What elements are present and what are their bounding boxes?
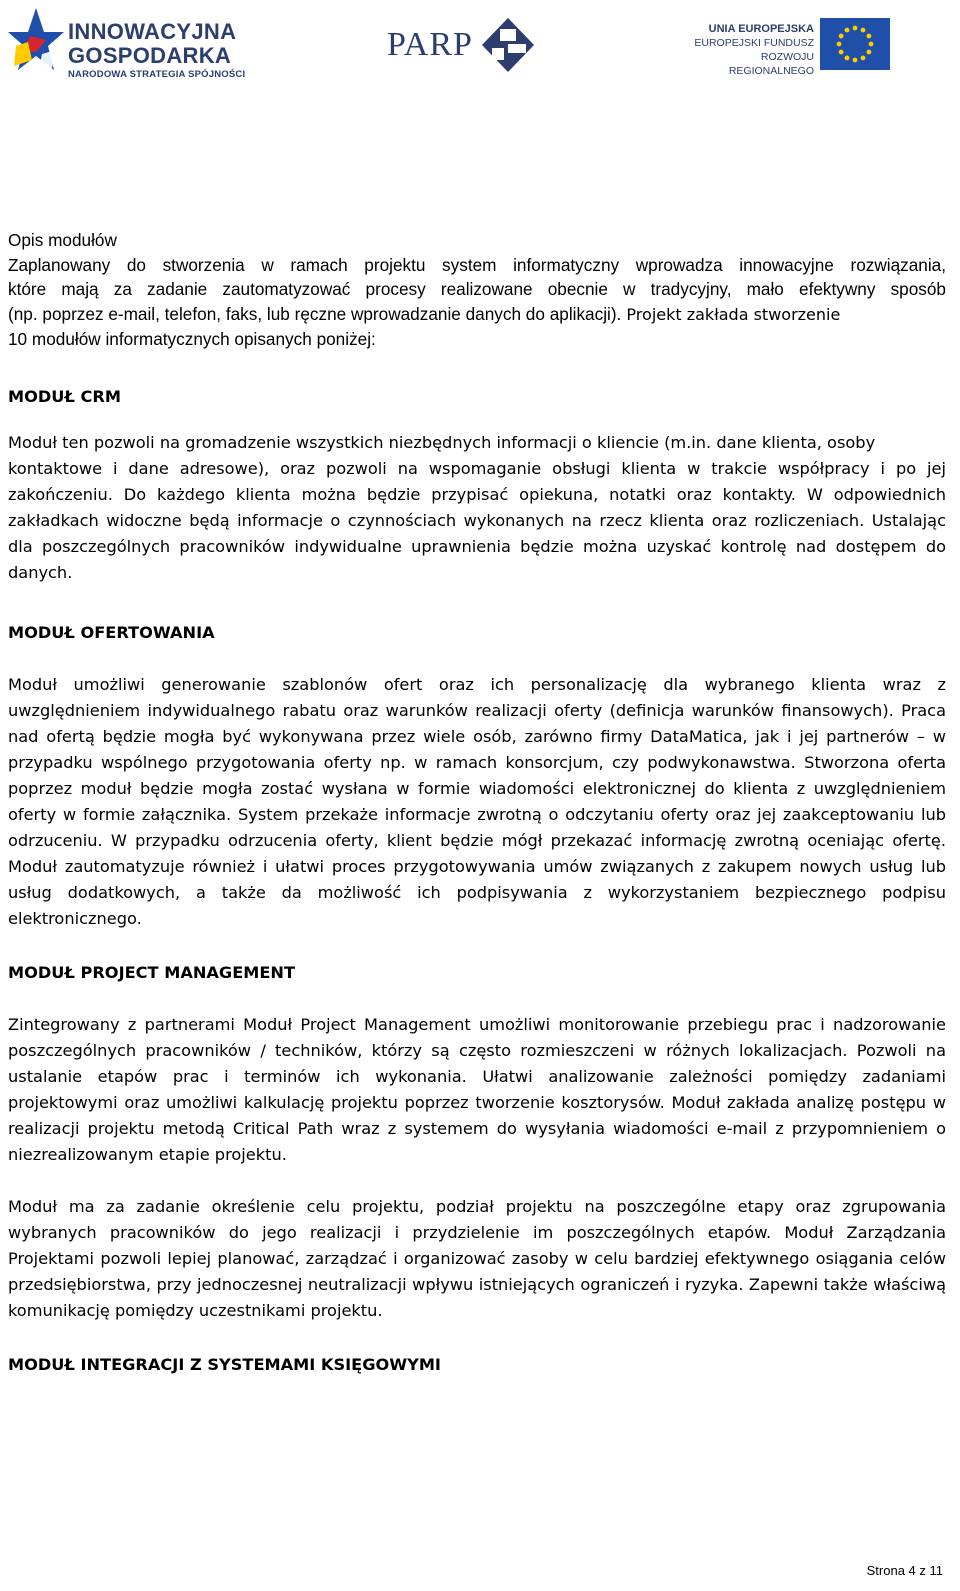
parp-wordmark: PARP	[387, 26, 473, 63]
eu-flag-icon	[820, 18, 890, 70]
pm-paragraph-1: Zintegrowany z partnerami Moduł Project Management umożliwi monitorowanie przebiegu prac i nadzorowanie poszczególnych pracowników / techników, którzy są często rozmieszczeni w różnych lokalizacjach. Pozwoli na ustalanie etapów prac i terminów ich wykonania. Ułatwi analizowanie zależności pomiędzy zadaniami projektowymi oraz umożliwi kalkulację projektu poprzez tworzenie kosztorysów. Moduł zakłada analizę postępu w realizacji projektu metodą Critical Path wraz z systemem do wysyłania wiadomości e-mail z przypomnieniem o niezrealizowanym etapie projektu.	[8, 1015, 946, 1164]
pm-paragraph-2: Moduł ma za zadanie określenie celu projektu, podział projektu na poszczególne etapy oraz zgrupowania wybranych pracowników do jego realizacji i przydzielenie im poszczególnych etapów. Moduł Zarządzania Projektami pozwoli lepiej planować, zarządzać i organizować zasoby w celu bardziej efektywnego osiągania celów przedsiębiorstwa, przy jednoczesnej neutralizacji wpływu istniejących ograniczeń i ryzyka. Zapewni także właściwą komunikację pomiędzy uczestnikami projektu.	[8, 1197, 946, 1320]
integracji-heading: MODUŁ INTEGRACJI Z SYSTEMAMI KSIĘGOWYMI	[8, 1355, 441, 1374]
intro-line-3	[8, 302, 946, 328]
intro-line-3b: Projekt zakłada stworzenie	[621, 304, 841, 324]
crm-line-1: Moduł ten pozwoli na gromadzenie wszystkich niezbędnych informacji o kliencie (m.in. dane klienta, osoby	[8, 433, 876, 452]
ofertowania-section	[8, 620, 946, 932]
parp-mark-icon	[482, 18, 534, 72]
ofertowania-heading: MODUŁ OFERTOWANIA	[8, 623, 215, 642]
logo-line-gospodarka: GOSPODARKA	[68, 43, 232, 68]
intro-line-1: Zaplanowany do stworzenia w ramach projektu system informatyczny wprowadza innowacyjne rozwiązania,	[8, 254, 946, 275]
intro-line-2: które mają za zadanie zautomatyzować procesy realizowane obecnie w tradycyjny, mało efektywny sposób	[8, 279, 946, 299]
pm-section	[8, 960, 946, 1324]
crm-body: kontaktowe i dane adresowe), oraz pozwoli na wspomaganie obsługi klienta w trakcie współpracy i po jej zakończeniu. Do każdego klienta można będzie przypisać opiekuna, notatki oraz kontakty. W odpowiednich zakładkach widoczne będą informacje o czynnościach wykonanych na rzecz klienta oraz rozliczeniach. Ustalając dla poszczególnych pracowników indywidualne uprawnienia będzie można uzyskać kontrolę nad dostępem do danych.	[8, 459, 946, 582]
intro-section	[8, 228, 946, 352]
parp-logo	[387, 18, 537, 72]
crm-heading: MODUŁ CRM	[8, 387, 121, 406]
eu-fund-logo	[686, 18, 906, 77]
crm-section	[8, 384, 946, 586]
pm-heading: MODUŁ PROJECT MANAGEMENT	[8, 963, 296, 982]
eu-line-rozwoju: ROZWOJU REGIONALNEGO	[728, 51, 814, 77]
star-emblem-icon	[6, 6, 66, 80]
intro-line-4: 10 modułów informatycznych opisanych poniżej:	[8, 329, 376, 349]
eu-line-unia: UNIA EUROPEJSKA	[708, 23, 814, 35]
intro-line-3a: (np. poprzez e-mail, telefon, faks, lub ręczne wprowadzanie danych do aplikacji).	[8, 303, 622, 324]
logo-line-innowacyjna: INNOWACYJNA	[68, 19, 237, 44]
page-number: Strona 4 z 11	[866, 1563, 943, 1578]
logo-line-strategia: NARODOWA STRATEGIA SPÓJNOŚCI	[68, 69, 246, 80]
eu-line-fundusz: EUROPEJSKI FUNDUSZ	[694, 37, 814, 49]
intro-title: Opis modułów	[8, 230, 117, 250]
ofertowania-body: Moduł umożliwi generowanie szablonów ofert oraz ich personalizację dla wybranego klienta wraz z uwzględnieniem indywidualnego rabatu oraz warunków realizacji oferty (definicja warunków finansowych). Praca nad ofertą będzie mogła być wykonywana przez wiele osób, zarówno firmy DataMatica, jak i jej partnerów – w przypadku wspólnego przygotowania oferty np. w ramach konsorcjum, czy podwykonawstwa. Stworzona oferta poprzez moduł będzie mogła zostać wysłana w formie wiadomości elektronicznej do klienta z uwzględnieniem oferty w formie załącznika. System przekaże informacje zwrotną o odczytaniu oferty oraz jej zaakceptowaniu lub odrzuceniu. W przypadku odrzucenia oferty, klient będzie mógł przekazać informację zwrotną oceniając ofertę. Moduł zautomatyzuje również i ułatwi proces przygotowywania umów związanych z zakupem nowych usług lub usług dodatkowych, a także da możliwość ich podpisywania z wykorzystaniem bezpiecznego podpisu elektronicznego.	[8, 675, 946, 928]
innowacyjna-gospodarka-logo	[6, 6, 246, 80]
integracji-section	[8, 1352, 946, 1378]
